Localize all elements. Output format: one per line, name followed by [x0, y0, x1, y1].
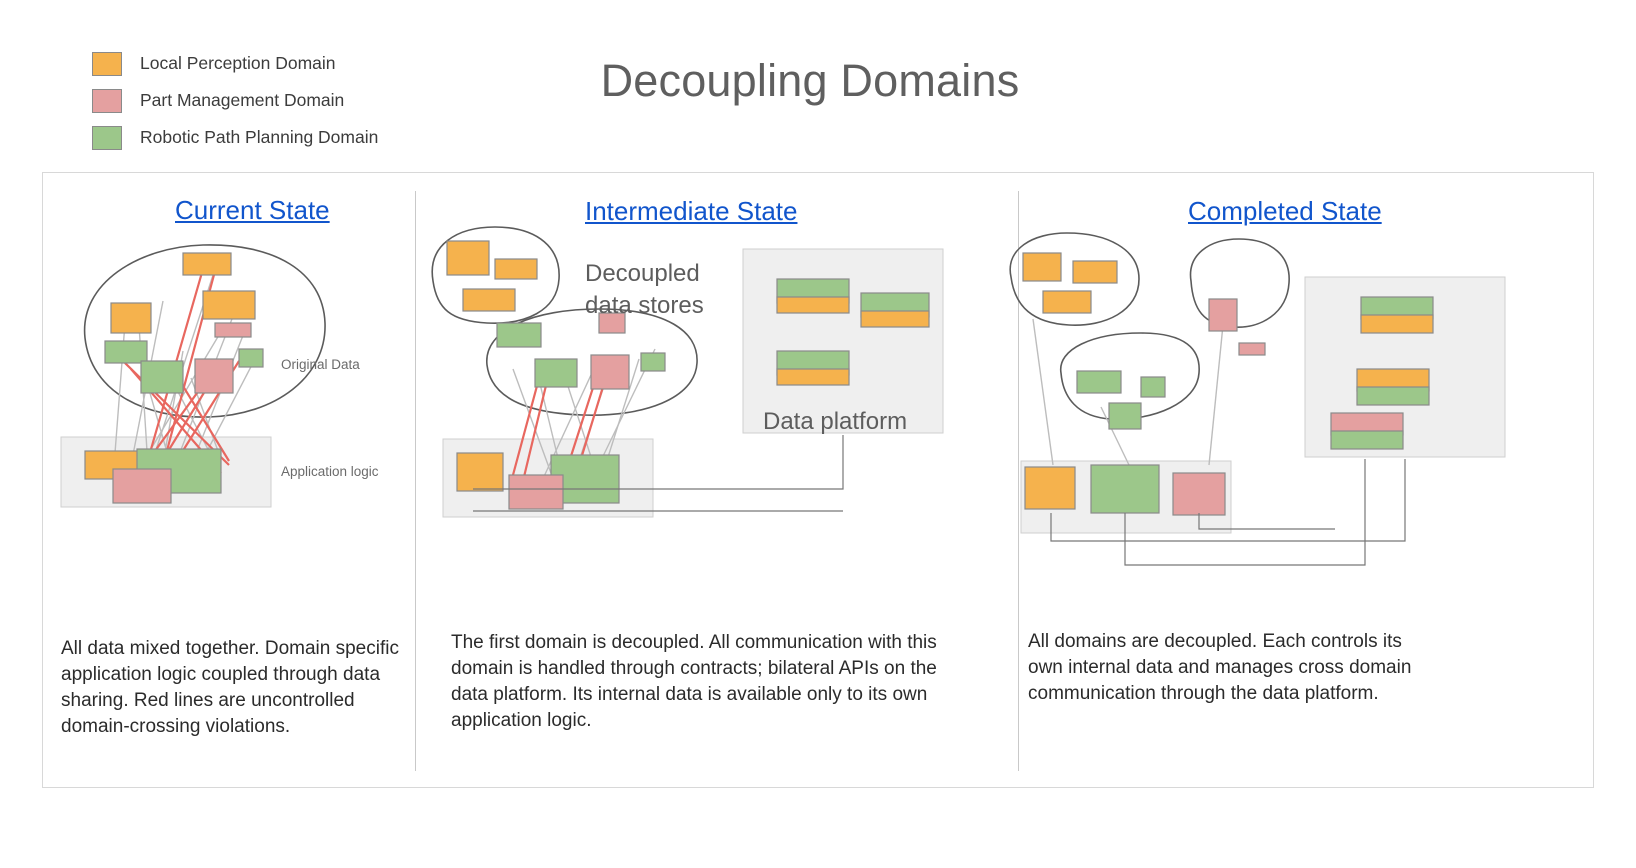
- caption-intermediate-state: The first domain is decoupled. All communication with this domain is handled through contracts; bilateral APIs on the data platform. Its internal data is available only to its own application logic.: [451, 632, 937, 731]
- legend-swatch-part-management: [92, 89, 122, 113]
- node-part-management: [195, 359, 233, 393]
- diagram-panel: [42, 172, 1594, 788]
- legend-label: Local Perception Domain: [140, 53, 336, 73]
- node-local-perception: [111, 303, 151, 333]
- part-management-domain-blob: [1191, 239, 1290, 327]
- current-state-diagram: [61, 245, 379, 507]
- node-local-perception: [1073, 261, 1117, 283]
- node-robotic-path-planning: [497, 323, 541, 347]
- node-local-perception: [1023, 253, 1061, 281]
- app-logic-local-perception: [1025, 467, 1075, 509]
- legend-swatch-local-perception: [92, 52, 122, 76]
- node-local-perception: [463, 289, 515, 311]
- column-title-current-state[interactable]: Current State: [175, 195, 330, 225]
- label-decoupled-line2: data stores: [585, 292, 704, 319]
- platform-robotic-path-planning: [1331, 431, 1403, 449]
- legend-label: Robotic Path Planning Domain: [140, 127, 379, 147]
- caption-current-state: All data mixed together. Domain specific application logic coupled through data sharing. Red lines are uncontrolled domain-crossing violations.: [61, 638, 399, 737]
- page-title: Decoupling Domains: [600, 55, 1020, 106]
- node-part-management: [1239, 343, 1265, 355]
- caption-completed-state: All domains are decoupled. Each controls its own internal data and manages cross domain communication through the data platform.: [1028, 631, 1412, 704]
- app-logic-local-perception: [457, 453, 503, 491]
- node-part-management: [1209, 299, 1237, 331]
- domain-link: [1033, 319, 1053, 465]
- label-application-logic: Application logic: [281, 464, 379, 479]
- legend-item: [92, 82, 472, 119]
- node-robotic-path-planning: [239, 349, 263, 367]
- node-robotic-path-planning: [105, 341, 147, 363]
- column-title-completed-state[interactable]: Completed State: [1188, 196, 1382, 226]
- platform-local-perception: [861, 311, 929, 327]
- node-part-management: [591, 355, 629, 389]
- label-data-platform: Data platform: [763, 408, 908, 435]
- platform-local-perception: [1361, 315, 1433, 333]
- data-platform-store: [743, 249, 943, 433]
- platform-local-perception: [777, 369, 849, 385]
- node-local-perception: [1043, 291, 1091, 313]
- node-robotic-path-planning: [641, 353, 665, 371]
- node-local-perception: [183, 253, 231, 275]
- completed-state-diagram: [1010, 233, 1505, 565]
- app-logic-robotic-path-planning: [1091, 465, 1159, 513]
- intermediate-state-diagram: [432, 227, 943, 517]
- node-robotic-path-planning: [1077, 371, 1121, 393]
- app-logic-part-management: [509, 475, 563, 509]
- app-logic-part-management: [113, 469, 171, 503]
- legend-item: [92, 119, 472, 156]
- platform-local-perception: [777, 297, 849, 313]
- node-robotic-path-planning: [1109, 403, 1141, 429]
- node-robotic-path-planning: [141, 361, 183, 393]
- node-robotic-path-planning: [535, 359, 577, 387]
- legend-item: [92, 45, 472, 82]
- legend-swatch-robotic-path-planning: [92, 126, 122, 150]
- platform-robotic-path-planning: [1357, 387, 1429, 405]
- app-logic-part-management: [1173, 473, 1225, 515]
- label-decoupled-line1: Decoupled: [585, 260, 700, 287]
- node-part-management: [215, 323, 251, 337]
- node-local-perception: [447, 241, 489, 275]
- label-original-data: Original Data: [281, 357, 360, 372]
- domain-link: [1209, 325, 1223, 465]
- column-title-intermediate-state[interactable]: Intermediate State: [585, 196, 798, 226]
- node-local-perception: [203, 291, 255, 319]
- node-robotic-path-planning: [1141, 377, 1165, 397]
- legend: [92, 45, 472, 156]
- node-local-perception: [495, 259, 537, 279]
- legend-label: Part Management Domain: [140, 90, 345, 110]
